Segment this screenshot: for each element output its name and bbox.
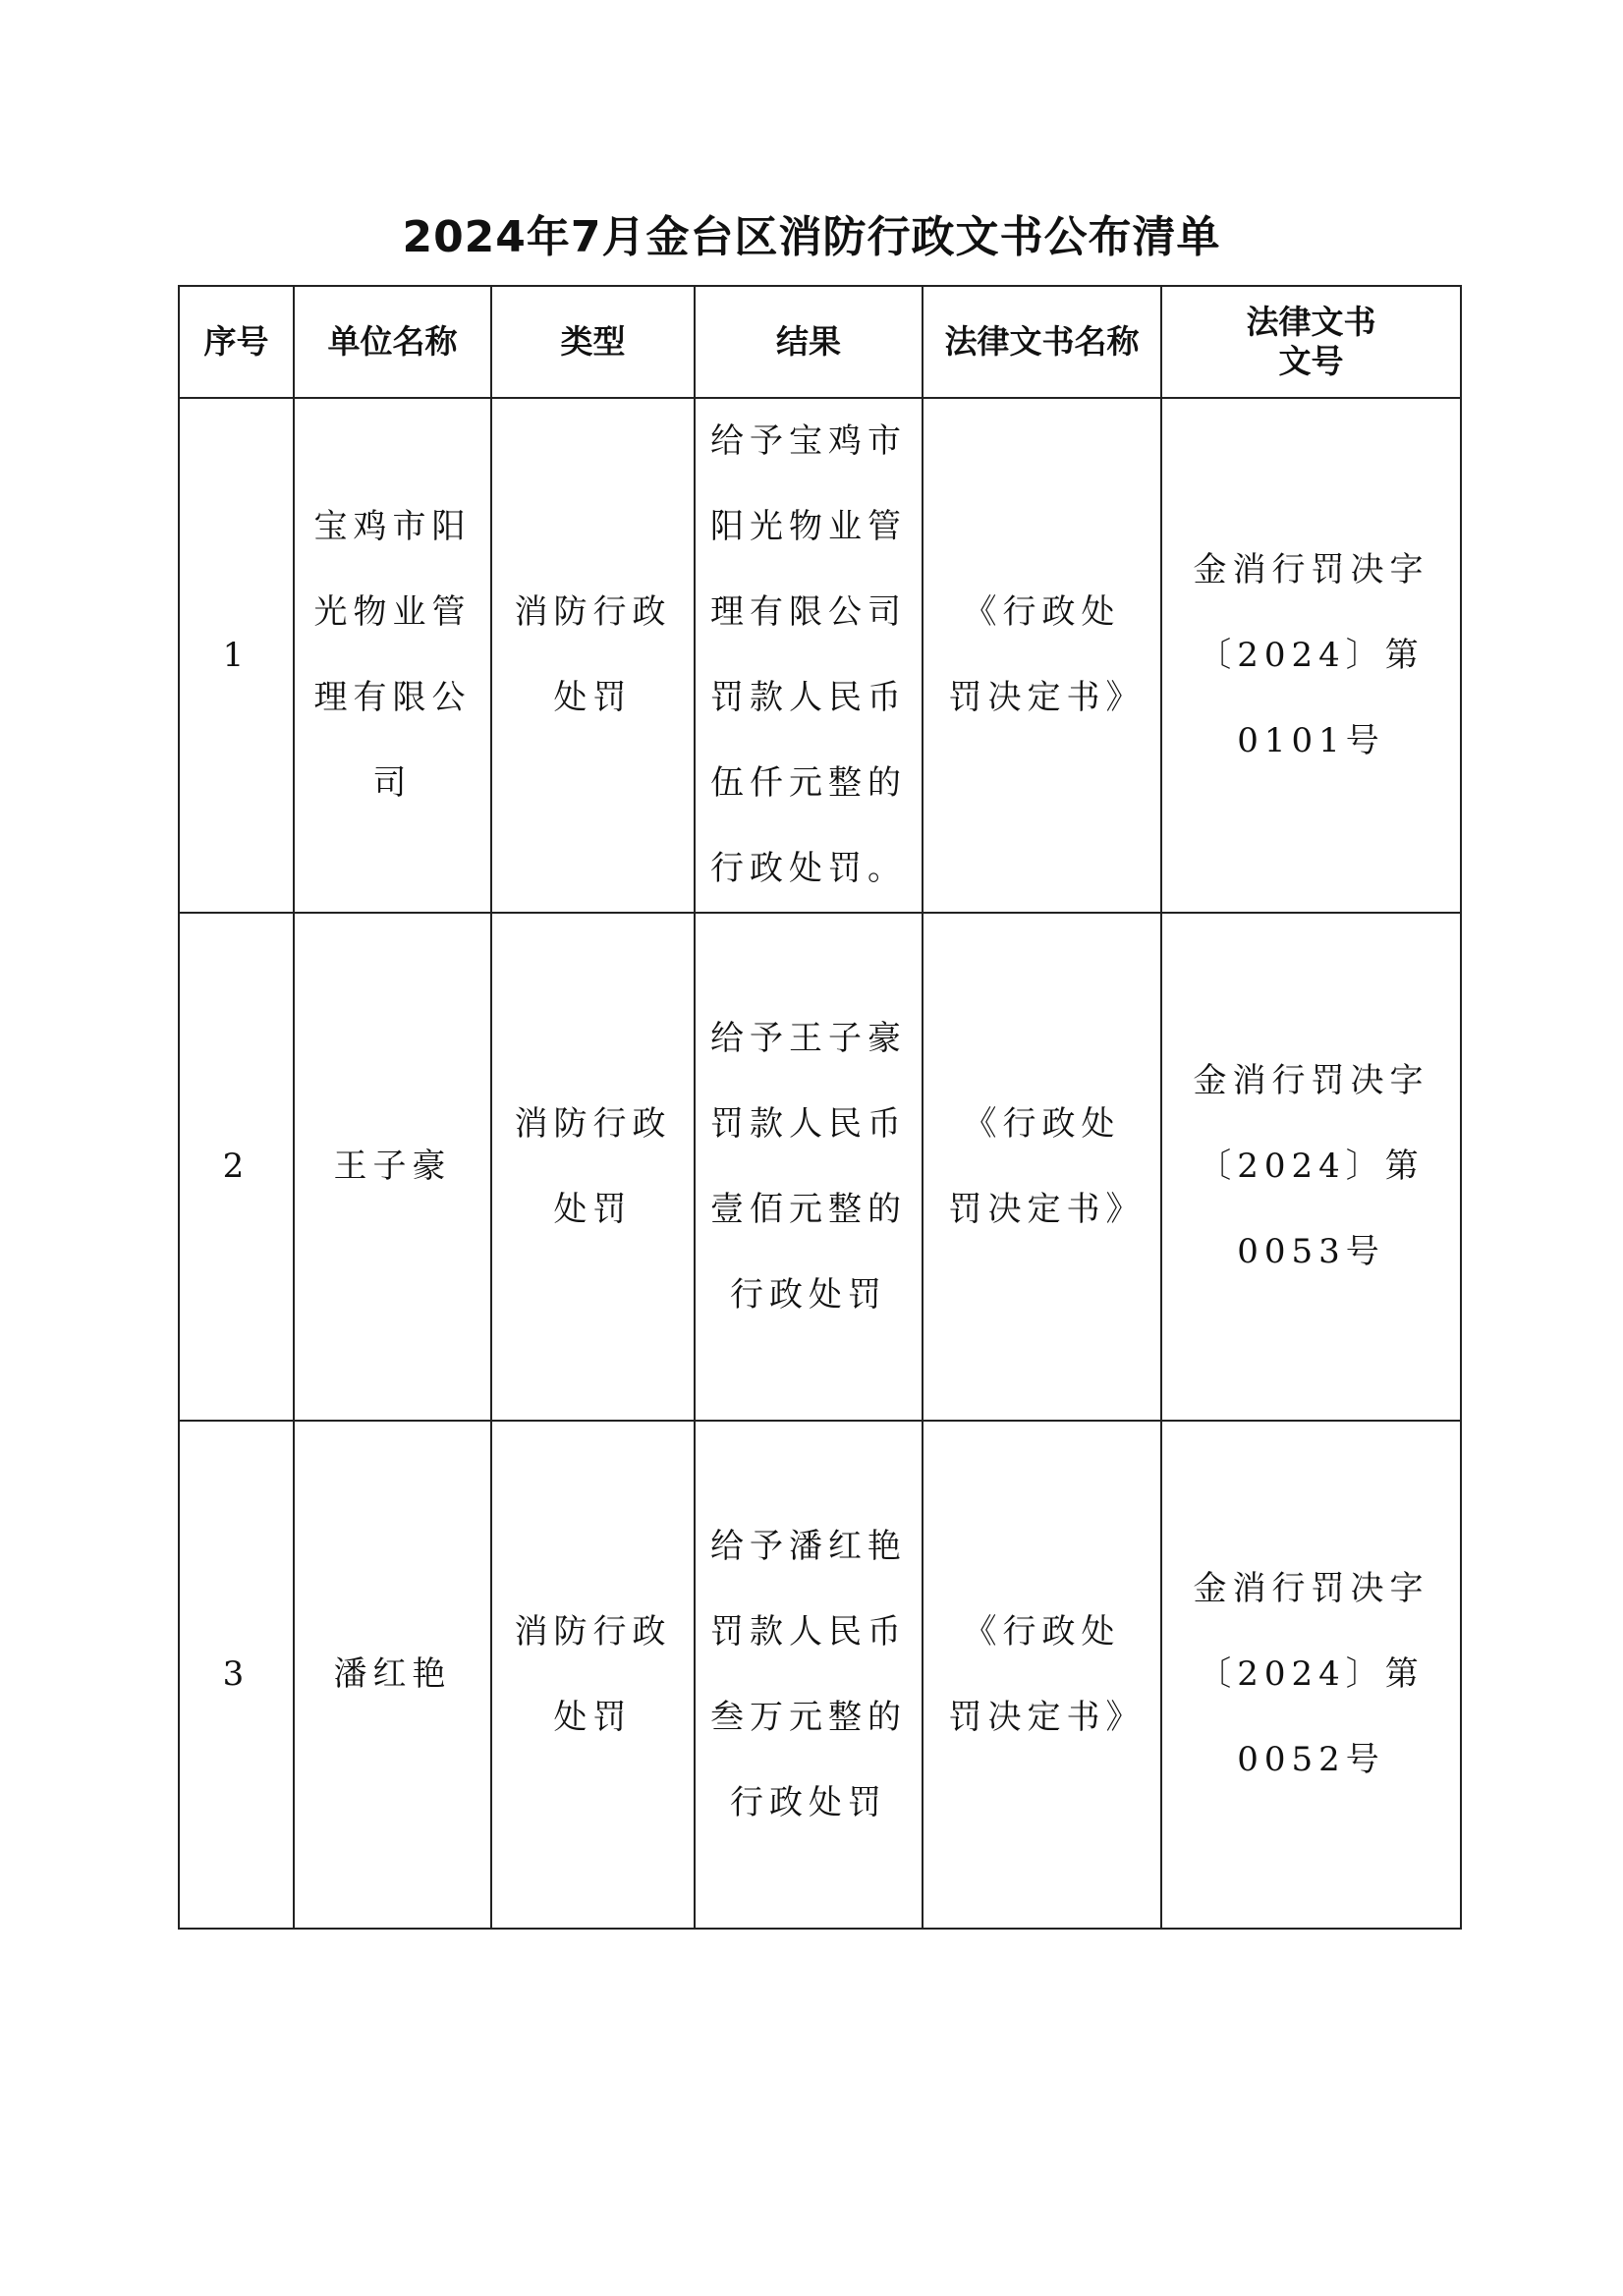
- header-doc-number: 法律文书文号: [1161, 286, 1461, 398]
- cell-unit-name: 潘红艳: [294, 1421, 491, 1929]
- cell-seq: 2: [179, 913, 294, 1421]
- header-unit-name: 单位名称: [294, 286, 491, 398]
- cell-result: 给予潘红艳罚款人民币叁万元整的行政处罚: [695, 1421, 923, 1929]
- table-row: [179, 1421, 1461, 1929]
- cell-result: 给予王子豪罚款人民币壹佰元整的行政处罚: [695, 913, 923, 1421]
- record-table: [178, 285, 1462, 1930]
- cell-doc-name: 《行政处罚决定书》: [923, 1421, 1161, 1929]
- table-row: [179, 913, 1461, 1421]
- cell-unit-name: 宝鸡市阳光物业管理有限公司: [294, 398, 491, 913]
- cell-seq: 1: [179, 398, 294, 913]
- cell-type: 消防行政处罚: [491, 1421, 695, 1929]
- cell-type: 消防行政处罚: [491, 913, 695, 1421]
- cell-doc-number: 金消行罚决字〔2024〕第0053号: [1161, 913, 1461, 1421]
- page-title: 2024年7月金台区消防行政文书公布清单: [402, 212, 1221, 262]
- cell-doc-name: 《行政处罚决定书》: [923, 913, 1161, 1421]
- cell-unit-name: 王子豪: [294, 913, 491, 1421]
- cell-seq: 3: [179, 1421, 294, 1929]
- cell-doc-name: 《行政处罚决定书》: [923, 398, 1161, 913]
- cell-type: 消防行政处罚: [491, 398, 695, 913]
- table-row: [179, 398, 1461, 913]
- header-result: 结果: [695, 286, 923, 398]
- cell-result: 给予宝鸡市阳光物业管理有限公司罚款人民币伍仟元整的行政处罚。: [695, 398, 923, 913]
- header-type: 类型: [491, 286, 695, 398]
- cell-doc-number: 金消行罚决字〔2024〕第0101号: [1161, 398, 1461, 913]
- header-doc-name: 法律文书名称: [923, 286, 1161, 398]
- cell-doc-number: 金消行罚决字〔2024〕第0052号: [1161, 1421, 1461, 1929]
- header-seq: 序号: [179, 286, 294, 398]
- table-header-row: [179, 286, 1461, 398]
